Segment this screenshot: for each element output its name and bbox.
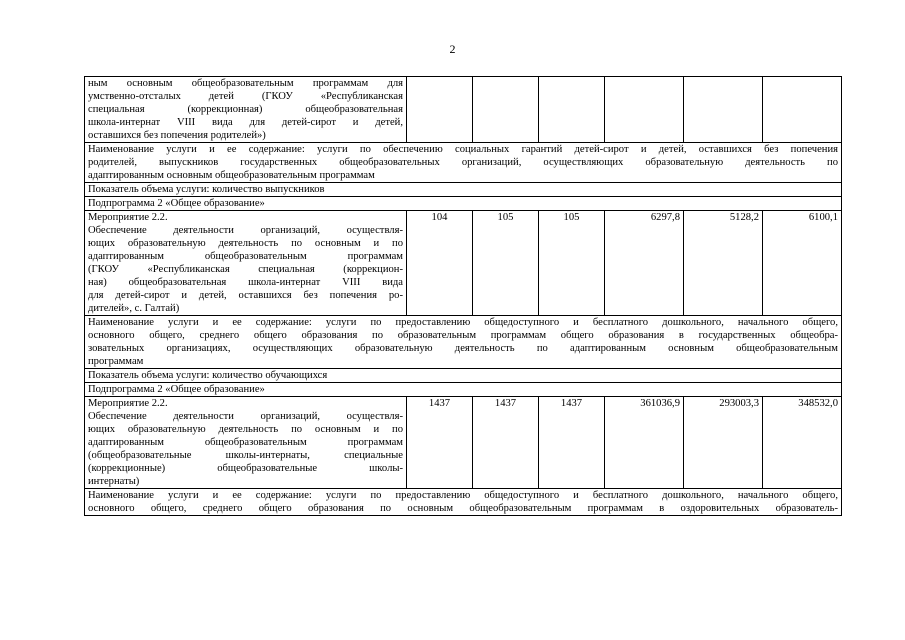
activity-description: Мероприятие 2.2. Обеспечение деятельности организаций, осуществля- ющих образовательную деятельность по основным и по адаптированным общеобразовательным программам (общеобразовательные школы-интернаты, специальные (коррекционные) общеобразовательные школы- интернаты) [85, 397, 407, 489]
value-cell: 361036,9 [605, 397, 684, 489]
subprogram-row [85, 197, 842, 211]
value-cell: 6297,8 [605, 211, 684, 316]
service-row [85, 316, 842, 369]
service-name-cell: Наименование услуги и ее содержание: услуги по предоставлению общедоступного и бесплатного дошкольного, начального общего, основного общего, среднего общего образования по образовательным программам общего образования в государственных общеобра- зовательных организациях, осуществляющих образовательную деятельность по адаптированным основным общеобразовательным программам [85, 316, 842, 369]
indicator-row [85, 369, 842, 383]
activity-description: ным основным общеобразовательным программам для умственно-отсталых детей (ГКОУ «Республиканская специальная (коррекционная) общеобразовательная школа-интернат VIII вида для детей-сирот и детей, оставшихся без попечения родителей») [85, 77, 407, 143]
indicator-row [85, 183, 842, 197]
program-table [84, 76, 842, 516]
indicator-cell: Показатель объема услуги: количество выпускников [85, 183, 842, 197]
subprogram-row [85, 383, 842, 397]
service-row [85, 143, 842, 183]
value-cell: 293003,3 [684, 397, 763, 489]
value-cell: 105 [473, 211, 539, 316]
value-cell: 6100,1 [763, 211, 842, 316]
subprogram-cell: Подпрограмма 2 «Общее образование» [85, 383, 842, 397]
value-cell: 348532,0 [763, 397, 842, 489]
value-cell: 1437 [407, 397, 473, 489]
cell-empty [763, 77, 842, 143]
service-name-cell: Наименование услуги и ее содержание: услуги по предоставлению общедоступного и бесплатного дошкольного, начального общего, основного общего, среднего общего образования по основным общеобразовательным программам в оздоровительных образователь- [85, 489, 842, 516]
value-cell: 1437 [473, 397, 539, 489]
page-number: 2 [449, 42, 456, 56]
table-row [85, 397, 842, 489]
cell-empty [539, 77, 605, 143]
cell-empty [684, 77, 763, 143]
table-row [85, 211, 842, 316]
value-cell: 105 [539, 211, 605, 316]
subprogram-cell: Подпрограмма 2 «Общее образование» [85, 197, 842, 211]
activity-description: Мероприятие 2.2. Обеспечение деятельности организаций, осуществля- ющих образовательную деятельность по основным и по адаптированным общеобразовательным программам (ГКОУ «Республиканская специальная (коррекцион- ная) общеобразовательная школа-интернат VIII вида для детей-сирот и детей, оставшихся без попечения ро- дителей», с. Галтай) [85, 211, 407, 316]
cell-empty [473, 77, 539, 143]
service-row [85, 489, 842, 516]
cell-empty [605, 77, 684, 143]
table-row [85, 77, 842, 143]
cell-empty [407, 77, 473, 143]
indicator-cell: Показатель объема услуги: количество обучающихся [85, 369, 842, 383]
value-cell: 5128,2 [684, 211, 763, 316]
service-name-cell: Наименование услуги и ее содержание: услуги по обеспечению социальных гарантий детей-сирот и детей, оставшихся без попечения родителей, выпускников государственных общеобразовательных организаций, осуществляющих образовательную деятельность по адаптированным основным общеобразовательным программам [85, 143, 842, 183]
value-cell: 1437 [539, 397, 605, 489]
value-cell: 104 [407, 211, 473, 316]
